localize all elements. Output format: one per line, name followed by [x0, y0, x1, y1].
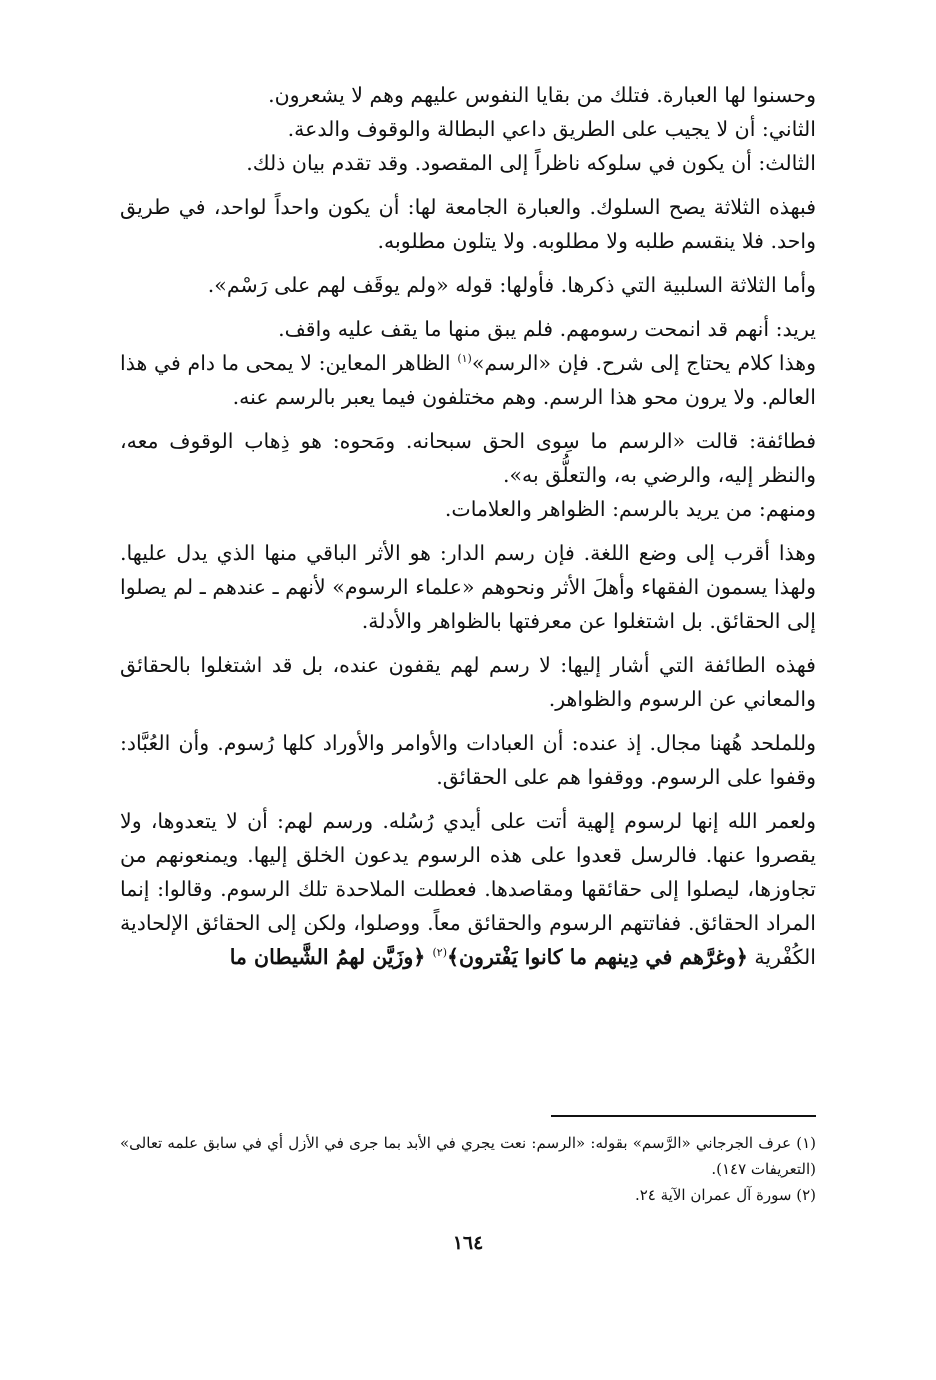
- main-text: [120, 78, 816, 974]
- paragraph-13-text: ولعمر الله إنها لرسوم إلهية أتت على أيدي رُسُله. ورسم لهم: أن لا يتعدوها، ولا يقصروا عنها. فالرسل قعدوا على هذه الرسوم يدعون الخلق إليها. ويمنعونهم من تجاوزها، ليصلوا إلى حقائقها ومقاصدها. فعطلت الملاحدة تلك الرسوم. وقالوا: إنما المراد الحقائق. ففاتتهم الرسوم والحقائق معاً. ووصلوا، ولكن إلى الحقائق الإلحادية الكُفْرية: [120, 809, 816, 969]
- paragraph-12: وللملحد هُهنا مجال. إذ عنده: أن العبادات والأوامر والأوراد كلها رُسوم. وأن العُبَّاد: وقفوا على الرسوم. ووقفوا هم على الحقائق.: [120, 731, 816, 789]
- paragraph-1: وحسنوا لها العبارة. فتلك من بقايا النفوس عليهم وهم لا يشعرون.: [268, 83, 816, 107]
- page-number: ١٦٤: [452, 1232, 484, 1254]
- paragraph-7-end: الظاهر المعاين: لا يمحى ما دام في هذا العالم. ولا يرون محو هذا الرسم. وهم مختلفون فيما يعبر بالرسم عنه.: [120, 351, 816, 409]
- paragraph-8: فطائفة: قالت «الرسم ما سِوى الحق سبحانه. ومَحوه: هو ذِهاب الوقوف معه، والنظر إليه، والرضي به، والتعلُّق به».: [120, 429, 816, 487]
- paragraph-13: [120, 804, 816, 974]
- footnote-marker-1: (١): [457, 352, 472, 366]
- quran-quote-2: ﴿وزَيَّن لهمُ الشَّيطان ما: [229, 945, 433, 969]
- paragraph-7: [120, 346, 816, 414]
- paragraph-5: وأما الثلاثة السلبية التي ذكرها. فأولها: قوله «ولم يوقَف لهم على رَسْم».: [207, 273, 816, 297]
- footnotes: [120, 1130, 816, 1208]
- quran-quote-1: ﴿وغرَّهم في دِينهم ما كانوا يَفْترون﴾: [446, 945, 748, 969]
- paragraph-6: يريد: أنهم قد انمحت رسومهم. فلم يبق منها ما يقف عليه واقف.: [278, 317, 816, 341]
- paragraph-11: فهذه الطائفة التي أشار إليها: لا رسم لهم يقفون عنده، بل قد اشتغلوا بالحقائق والمعاني عن الرسوم والظواهر.: [120, 653, 816, 711]
- paragraph-4: فبهذه الثلاثة يصح السلوك. والعبارة الجامعة لها: أن يكون واحداً لواحد، في طريق واحد. فلا ينقسم طلبه ولا مطلوبه. ولا يتلون مطلوبه.: [120, 195, 816, 253]
- paragraph-3: الثالث: أن يكون في سلوكه ناظراً إلى المقصود. وقد تقدم بيان ذلك.: [246, 151, 816, 175]
- paragraph-7-start: وهذا كلام يحتاج إلى شرح. فإن «الرسم»: [471, 351, 817, 375]
- footnote-2: (٢) سورة آل عمران الآية ٢٤.: [634, 1186, 816, 1204]
- paragraph-2: الثاني: أن لا يجيب على الطريق داعي البطالة والوقوف والدعة.: [287, 117, 816, 141]
- footnote-separator: [551, 1115, 816, 1117]
- paragraph-9: ومنهم: من يريد بالرسم: الظواهر والعلامات.: [444, 497, 816, 521]
- footnote-1: (١) عرف الجرجاني «الرَّسم» بقوله: «الرسم: نعت يجري في الأبد بما جرى في الأزل أي في سابق علمه تعالى» (التعريفات ١٤٧).: [120, 1134, 816, 1178]
- paragraph-10: وهذا أقرب إلى وضع اللغة. فإن رسم الدار: هو الأثر الباقي منها الذي يدل عليها. ولهذا يسمون الفقهاء وأهلَ الأثر ونحوهم «علماء الرسوم» لأنهم ـ عندهم ـ لم يصلوا إلى الحقائق. بل اشتغلوا عن معرفتها بالظواهر والأدلة.: [120, 541, 816, 633]
- footnote-marker-2: (٢): [432, 946, 447, 960]
